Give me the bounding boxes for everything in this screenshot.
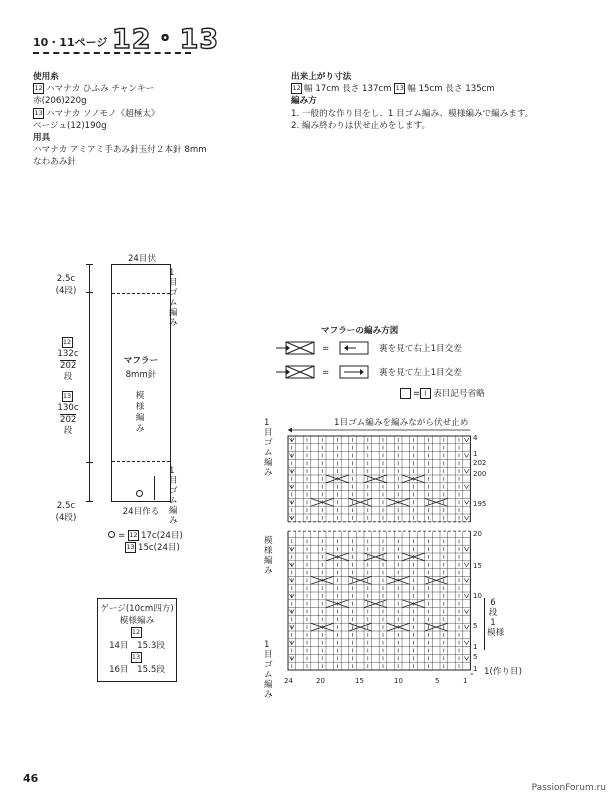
gauge-value-12: 14目 15.3段	[109, 640, 165, 651]
row-number: 20	[473, 530, 482, 538]
pattern-number-title: 12・13	[112, 24, 220, 55]
knit-cell-icon: |	[420, 388, 431, 399]
button-mark-icon	[108, 531, 115, 538]
row-number: 200	[473, 470, 487, 478]
row-number: 202	[473, 459, 487, 467]
dim-tick	[86, 501, 93, 502]
materials-block	[33, 71, 207, 169]
col-number: 15	[355, 677, 364, 685]
legend-symbols	[276, 340, 386, 384]
repeat-label: 6 段 1 模様	[487, 598, 505, 638]
slip-stitch-mark	[464, 563, 469, 567]
knitting-chart	[268, 410, 473, 675]
finished-heading: 出来上がり寸法	[291, 72, 352, 82]
col-number: 24	[284, 677, 293, 685]
slip-stitch-mark	[464, 641, 469, 645]
page-reference: 10・11ページ	[33, 36, 108, 49]
row-number: 1	[473, 450, 478, 458]
scarf-schematic	[111, 264, 171, 502]
scarf-name: マフラー	[123, 356, 159, 366]
button-mark-icon	[136, 490, 143, 497]
slip-stitch-mark	[464, 516, 469, 520]
chart-top-note: 1目ゴム編みを編みながら伏せ止め	[334, 418, 469, 428]
repeat-bracket	[484, 598, 485, 650]
dim-mid-12: 12 132c 202 段	[57, 338, 79, 382]
rib-bottom-line	[112, 461, 170, 462]
row-number: 10	[473, 592, 482, 600]
chart-title: マフラーの編み方図	[321, 326, 399, 336]
dim-mid-13: 13 130c 202 段	[57, 392, 79, 436]
slip-stitch-mark	[464, 438, 469, 442]
header-divider	[33, 52, 191, 54]
tools-line: ハマナカ アミアミ手あみ針玉付２本針 8mm	[33, 145, 207, 156]
gauge-box	[97, 598, 177, 682]
col-number: 10	[394, 677, 403, 685]
scarf-bottom-label: 24目作る	[122, 507, 160, 517]
size-mark: 12	[131, 628, 141, 637]
row-number: 1	[473, 665, 478, 673]
yarn-line	[33, 108, 207, 120]
yarn-text: ハマナカ ひふみ チャンキー	[46, 84, 155, 95]
dim-tick	[86, 264, 93, 265]
col-number: 5	[435, 677, 440, 685]
size-mark: 13	[395, 84, 404, 93]
gauge-value-13: 16目 15.5段	[109, 665, 165, 676]
length-dimension-line	[89, 264, 90, 502]
label-rib-bottom: 1目ゴム編み	[264, 640, 273, 700]
size-mark: 12	[292, 84, 301, 93]
cast-on-label: 1(作り目)	[484, 667, 522, 677]
dim-top: 2.5c (4段)	[55, 274, 77, 297]
row-number: 195	[473, 500, 487, 508]
scarf-pattern-label: 模様編み	[135, 391, 145, 434]
cast-off-arrow-head	[288, 428, 292, 433]
rib-arrow-icon	[154, 476, 155, 500]
method-heading: 編み方	[291, 96, 317, 107]
slip-stitch-mark	[464, 594, 469, 598]
omit-note-text: 表目記号省略	[433, 389, 485, 399]
gauge-title: ゲージ(10cm四方)	[100, 604, 174, 614]
method-step: 1. 一般的な作り目をし、1 目ゴム編み、模様編みで編みます。	[291, 108, 534, 119]
yarn-line	[33, 83, 207, 95]
gauge-pattern: 模様編み	[119, 616, 155, 627]
page-number: 46	[23, 772, 39, 785]
col-number: 1	[463, 677, 468, 685]
size-mark: 12	[34, 84, 43, 93]
row-number: 1	[473, 643, 478, 651]
legend-eq: =	[322, 344, 330, 354]
slip-stitch-mark	[464, 578, 469, 582]
slip-stitch-mark	[464, 625, 469, 629]
rib-bottom-label: 1目ゴム編み	[169, 466, 178, 526]
tools-heading: 用具	[33, 133, 51, 144]
watermark: PassionForum.ru	[531, 783, 606, 793]
row-number: 4	[473, 434, 478, 442]
legend-text: 裏を見て右上1目交差	[379, 344, 462, 354]
size-mark: 13	[34, 108, 43, 117]
rib-top-label: 1目ゴム編み	[169, 268, 178, 328]
dim-tick	[86, 292, 93, 293]
row-number: 5	[473, 653, 478, 661]
blank-cell-icon	[400, 388, 411, 399]
dim-bottom: 2.5c (4段)	[55, 501, 77, 524]
size-text: 幅 17cm 長さ 137cm	[304, 84, 392, 95]
omit-note: = | 表目記号省略	[400, 388, 485, 400]
tools-line: なわあみ針	[33, 157, 76, 168]
label-rib-top: 1目ゴム編み	[264, 418, 273, 478]
slip-stitch-mark	[464, 485, 469, 489]
scarf-needle: 8mm針	[125, 370, 157, 380]
chart-break	[286, 522, 472, 531]
size-mark: 13	[131, 652, 141, 661]
yarn-text: ハマナカ ソノモノ《超極太》	[46, 108, 160, 119]
slip-stitch-mark	[464, 469, 469, 473]
yarn-line: ベージュ(12)190g	[33, 120, 107, 131]
finished-size-line	[291, 83, 533, 95]
slip-stitch-mark	[464, 500, 469, 504]
dim-tick	[86, 462, 93, 463]
yarn-line: 赤(206)220g	[33, 96, 87, 107]
col-number: 20	[316, 677, 325, 685]
slip-stitch-mark	[464, 656, 469, 660]
size-text: 幅 15cm 長さ 135cm	[407, 84, 495, 95]
row-number: 15	[473, 562, 482, 570]
method-step: 2. 編み終わりは伏せ止めをします。	[291, 120, 431, 131]
scarf-top-label: 24目伏	[127, 254, 157, 264]
finished-block	[291, 71, 533, 132]
slip-stitch-mark	[464, 454, 469, 458]
row-number: 5	[473, 622, 478, 630]
yarn-heading: 使用糸	[33, 72, 59, 82]
slip-stitch-mark	[464, 610, 469, 614]
rib-top-line	[112, 293, 170, 294]
label-pattern: 模様編み	[264, 536, 273, 576]
width-note: = 12 17c(24目) 13 15c(24目)	[108, 530, 183, 554]
slip-stitch-mark	[464, 547, 469, 551]
legend-text: 裏を見て左上1目交差	[379, 368, 462, 378]
legend-eq: =	[322, 368, 330, 378]
